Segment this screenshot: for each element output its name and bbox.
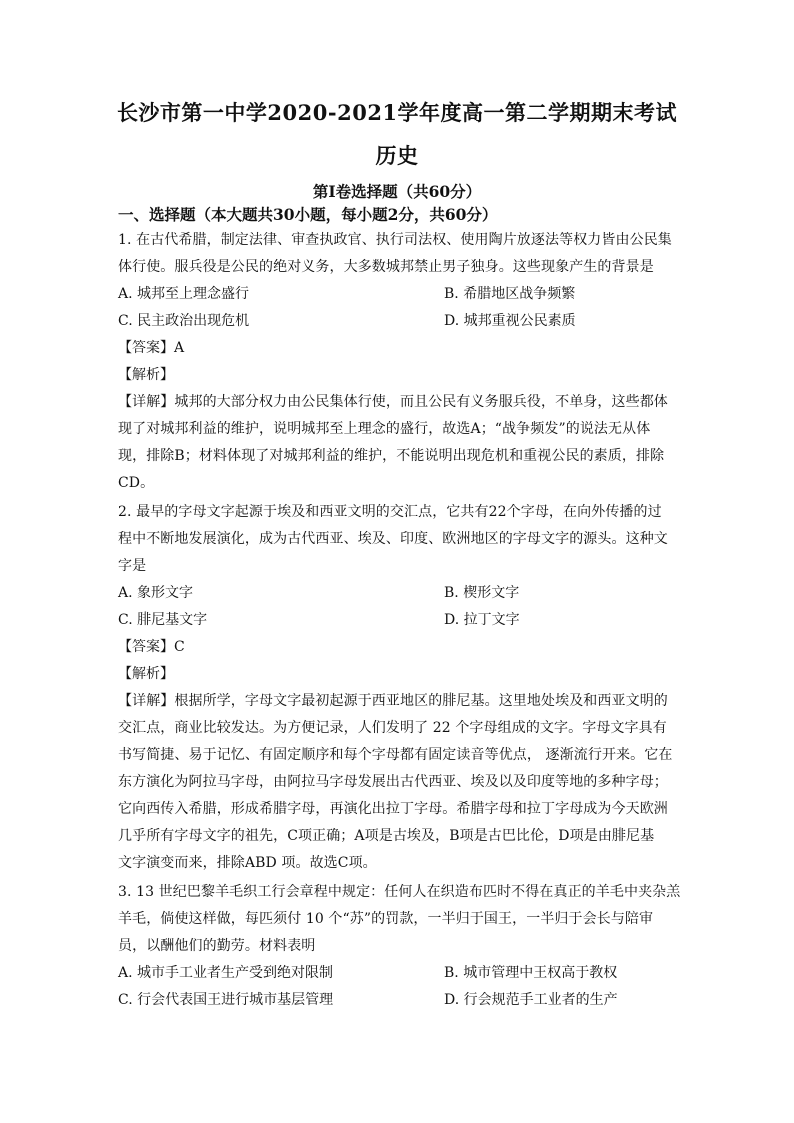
q1-option-d: D. 城邦重视公民素质 — [444, 313, 576, 329]
part-heading: 第I卷选择题（共60分） — [312, 182, 482, 201]
q1-answer: 【答案】A — [118, 340, 185, 356]
q1-option-c: C. 民主政治出现危机 — [118, 313, 250, 329]
q2-detail-line: 文字演变而来，排除ABD 项。故选C项。 — [118, 855, 377, 871]
q2-stem-line: 字是 — [118, 558, 147, 574]
q2-analysis-label: 【解析】 — [118, 666, 174, 682]
q3-stem-line: 员，以酬他们的勤劳。材料表明 — [118, 938, 316, 954]
q3-option-b: B. 城市管理中王权高于教权 — [444, 965, 618, 981]
q2-detail-line: 书写简捷、易于记忆、有固定顺序和每个字母都有固定读音等优点， 逐渐流行开来。它在 — [118, 747, 673, 763]
exam-title: 长沙市第一中学2020-2021学年度高一第二学期期末考试 — [116, 100, 678, 125]
q3-option-a: A. 城市手工业者生产受到绝对限制 — [118, 965, 334, 981]
q1-detail-line: 现了对城邦利益的维护，说明城邦至上理念的盛行，故选A；“战争频发”的说法无从体 — [118, 421, 651, 437]
q2-detail-line: 几乎所有字母文字的祖先，C项正确；A项是古埃及，B项是古巴比伦，D项是由腓尼基 — [118, 828, 655, 844]
q3-option-d: D. 行会规范手工业者的生产 — [444, 992, 618, 1008]
q2-option-c: C. 腓尼基文字 — [118, 612, 208, 628]
q1-option-a: A. 城邦至上理念盛行 — [118, 286, 250, 302]
q2-option-d: D. 拉丁文字 — [444, 612, 520, 628]
q1-analysis-label: 【解析】 — [118, 367, 174, 383]
q2-option-a: A. 象形文字 — [118, 585, 194, 601]
q3-stem-line: 羊毛，倘使这样做，每匹须付 10 个“苏”的罚款，一半归于国王，一半归于会长与陪审 — [118, 911, 654, 927]
q2-detail-line: 【详解】根据所学，字母文字最初起源于西亚地区的腓尼基。这里地处埃及和西亚文明的 — [118, 693, 668, 709]
q2-detail-line: 它向西传入希腊，形成希腊字母，再演化出拉丁字母。希腊字母和拉丁字母成为今天欧洲 — [118, 801, 668, 817]
q2-stem-line: 2. 最早的字母文字起源于埃及和西亚文明的交汇点，它共有22个字母，在向外传播的过 — [118, 504, 662, 520]
q1-option-b: B. 希腊地区战争频繁 — [444, 286, 576, 302]
q1-detail-line: CD。 — [118, 475, 155, 491]
q1-stem-line: 1. 在古代希腊，制定法律、审查执政官、执行司法权、使用陶片放逐法等权力皆由公民集 — [118, 232, 672, 248]
q2-detail-line: 东方演化为阿拉马字母，由阿拉马字母发展出古代西亚、埃及以及印度等地的多种字母； — [118, 774, 668, 790]
q3-stem-line: 3. 13 世纪巴黎羊毛织工行会章程中规定：任何人在织造布匹时不得在真正的羊毛中夹杂羔 — [118, 884, 681, 900]
section-heading: 一、选择题（本大题共30小题，每小题2分，共60分） — [118, 205, 498, 224]
q1-detail-line: 现，排除B；材料体现了对城邦利益的维护，不能说明出现危机和重视公民的素质，排除 — [118, 448, 665, 464]
q1-stem-line: 体行使。服兵役是公民的绝对义务，大多数城邦禁止男子独身。这些现象产生的背景是 — [118, 259, 654, 275]
q2-option-b: B. 楔形文字 — [444, 585, 520, 601]
q2-answer: 【答案】C — [118, 639, 185, 655]
subject-title: 历史 — [375, 143, 419, 168]
q3-option-c: C. 行会代表国王进行城市基层管理 — [118, 992, 334, 1008]
q2-stem-line: 程中不断地发展演化，成为古代西亚、埃及、印度、欧洲地区的字母文字的源头。这种文 — [118, 531, 668, 547]
q2-detail-line: 交汇点，商业比较发达。为方便记录，人们发明了 22 个字母组成的文字。字母文字具有 — [118, 720, 667, 736]
q1-detail-line: 【详解】城邦的大部分权力由公民集体行使，而且公民有义务服兵役，不单身，这些都体 — [118, 394, 668, 410]
